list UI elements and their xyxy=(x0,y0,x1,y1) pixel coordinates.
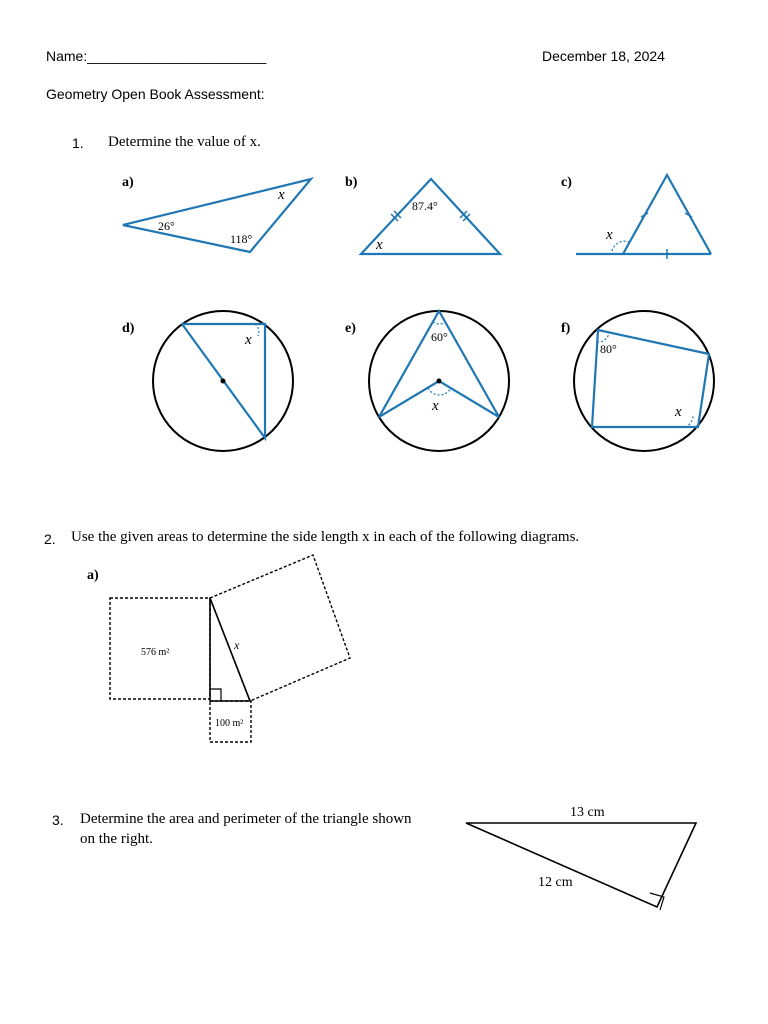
q1c-figure xyxy=(561,175,711,259)
q1c-x: x xyxy=(606,227,613,243)
q1b-figure xyxy=(345,175,500,254)
q2a-right-angle-mark xyxy=(210,689,221,701)
q1e-angle-arc-center xyxy=(428,388,451,395)
q1a-figure xyxy=(122,175,311,252)
q3-triangle xyxy=(466,823,696,907)
q1f-angle-arc-bottom xyxy=(685,416,693,427)
q1b-label: b) xyxy=(345,175,358,190)
q1e-angle-arc-top xyxy=(433,322,446,324)
q2-number: 2. xyxy=(44,531,56,547)
q3-side-top: 13 cm xyxy=(570,805,605,820)
q3-number: 3. xyxy=(52,812,64,828)
q1e-center-dot xyxy=(437,379,442,384)
q1c-label: c) xyxy=(561,175,572,190)
q3-prompt-line2: on the right. xyxy=(80,831,153,847)
q3-figure xyxy=(466,805,696,910)
q1d-angle-arc xyxy=(255,324,259,336)
q1d-figure xyxy=(122,311,293,451)
q1f-figure xyxy=(561,311,714,451)
q1a-x: x xyxy=(278,187,285,203)
q1f-angle: 80° xyxy=(600,342,617,356)
q2a-right-triangle xyxy=(210,598,250,701)
q2a-figure xyxy=(87,555,350,742)
q2a-area-large: 576 m² xyxy=(141,647,170,658)
name-field-label: Name:_______________________ xyxy=(46,48,267,64)
q2-prompt: Use the given areas to determine the side length x in each of the following diagrams. xyxy=(71,529,580,545)
q2a-label: a) xyxy=(87,568,99,583)
q1e-inscribed-angle xyxy=(379,311,499,417)
q1-number: 1. xyxy=(72,135,84,151)
q1e-label: e) xyxy=(345,321,356,336)
q1-prompt: Determine the value of x. xyxy=(108,134,261,150)
q1a-angle-26: 26° xyxy=(158,219,175,233)
q1d-center-dot xyxy=(221,379,226,384)
q3-side-left: 12 cm xyxy=(538,875,573,890)
date-text: December 18, 2024 xyxy=(542,48,665,64)
q1a-angle-118: 118° xyxy=(230,232,253,246)
q1a-label: a) xyxy=(122,175,134,190)
assessment-title: Geometry Open Book Assessment: xyxy=(46,86,265,102)
q1f-x: x xyxy=(675,404,682,420)
q1d-x: x xyxy=(245,332,252,348)
q2a-x: x xyxy=(234,638,240,652)
q2a-hypotenuse-square xyxy=(210,555,350,701)
q1e-angle: 60° xyxy=(431,330,448,344)
q1b-x: x xyxy=(376,237,383,253)
q1e-x: x xyxy=(432,398,439,414)
q3-prompt-line1: Determine the area and perimeter of the triangle shown xyxy=(80,811,412,827)
q2a-area-small: 100 m² xyxy=(215,718,244,729)
q1c-triangle-sides xyxy=(623,175,711,254)
q1d-label: d) xyxy=(122,321,135,336)
q1f-label: f) xyxy=(561,321,571,336)
q1b-angle: 87.4° xyxy=(412,199,438,213)
q1e-figure xyxy=(345,311,509,451)
